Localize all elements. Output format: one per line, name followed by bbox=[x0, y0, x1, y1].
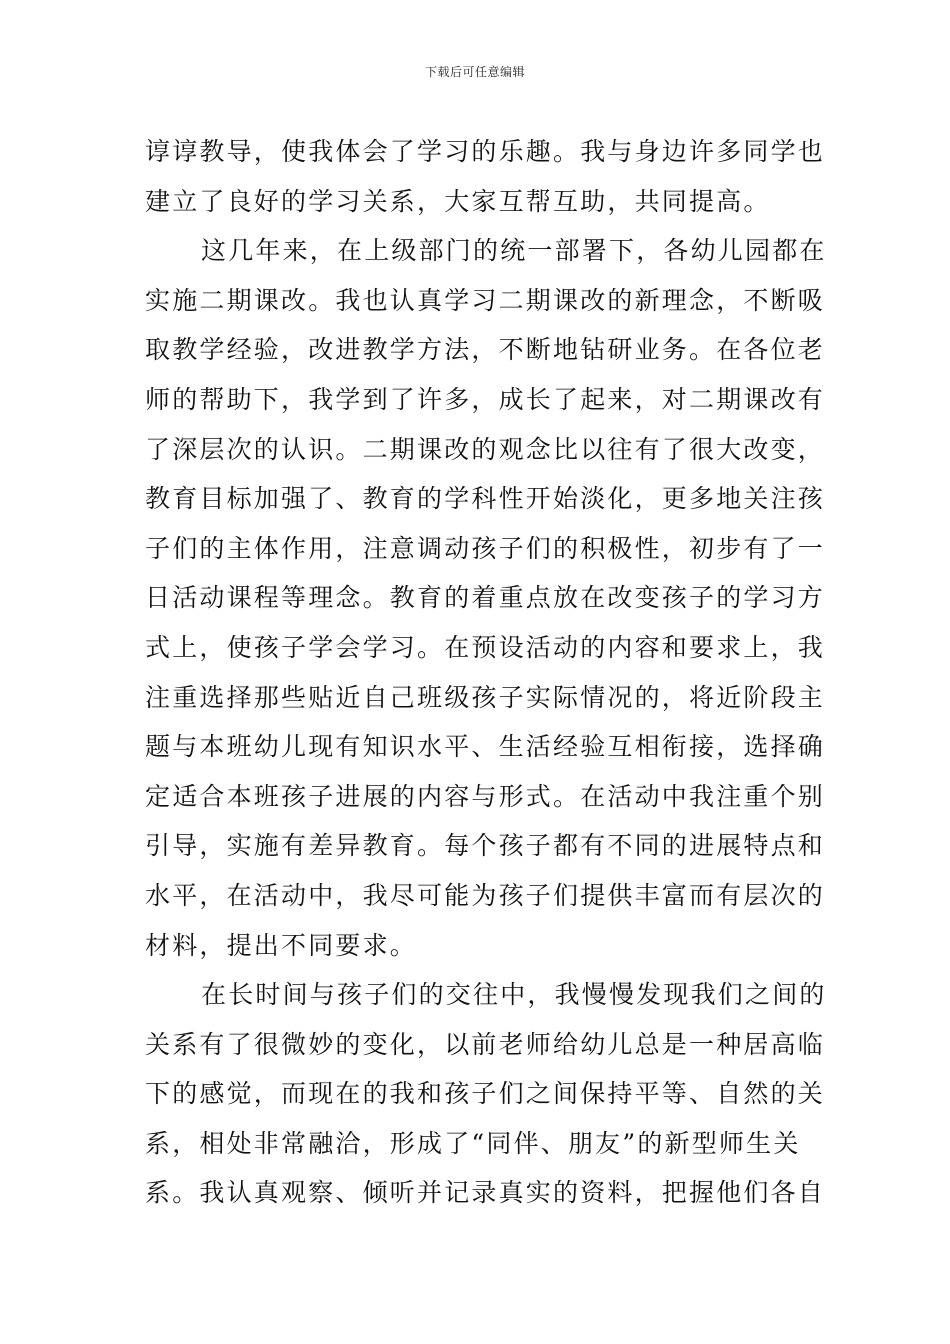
page-header: 下载后可任意编辑 bbox=[424, 65, 525, 79]
text-line: 式上，使孩子学会学习。在预设活动的内容和要求上，我 bbox=[145, 632, 826, 662]
text-line: 系。我认真观察、倾听并记录真实的资料，把握他们各自 bbox=[145, 1178, 826, 1208]
document-body bbox=[145, 127, 827, 1218]
text-line: 注重选择那些贴近自己班级孩子实际情况的，将近阶段主 bbox=[145, 682, 826, 712]
text-line: 取教学经验，改进教学方法，不断地钻研业务。在各位老 bbox=[145, 335, 826, 365]
text-line: 谆谆教导，使我体会了学习的乐趣。我与身边许多同学也 bbox=[145, 137, 826, 166]
paragraph-start-line: 在长时间与孩子们的交往中，我慢慢发现我们之间的 bbox=[201, 980, 827, 1010]
text-line: 师的帮助下，我学到了许多，成长了起来，对二期课改有 bbox=[145, 384, 826, 414]
text-line: 材料，提出不同要求。 bbox=[145, 930, 418, 960]
text-line: 引导，实施有差异教育。每个孩子都有不同的进展特点和 bbox=[145, 831, 826, 861]
text-line: 子们的主体作用，注意调动孩子们的积极性，初步有了一 bbox=[145, 533, 826, 563]
text-line: 题与本班幼儿现有知识水平、生活经验互相衔接，选择确 bbox=[145, 732, 826, 762]
text-line: 日活动课程等理念。教育的着重点放在改变孩子的学习方 bbox=[145, 583, 826, 613]
text-line: 系，相处非常融洽，形成了“同伴、朋友”的新型师生关 bbox=[145, 1128, 801, 1158]
text-line: 下的感觉，而现在的我和孩子们之间保持平等、自然的关 bbox=[145, 1079, 826, 1109]
text-line: 教育目标加强了、教育的学科性开始淡化，更多地关注孩 bbox=[145, 484, 826, 514]
text-line: 了深层次的认识。二期课改的观念比以往有了很大改变， bbox=[145, 434, 826, 464]
text-line: 定适合本班孩子进展的内容与形式。在活动中我注重个别 bbox=[145, 781, 826, 811]
text-line: 建立了良好的学习关系，大家互帮互助，共同提高。 bbox=[145, 186, 771, 216]
text-line: 水平，在活动中，我尽可能为孩子们提供丰富而有层次的 bbox=[145, 880, 826, 910]
text-line: 关系有了很微妙的变化，以前老师给幼儿总是一种居高临 bbox=[145, 1029, 826, 1059]
text-line: 实施二期课改。我也认真学习二期课改的新理念，不断吸 bbox=[145, 285, 826, 315]
paragraph-start-line: 这几年来，在上级部门的统一部署下，各幼儿园都在 bbox=[201, 236, 827, 266]
